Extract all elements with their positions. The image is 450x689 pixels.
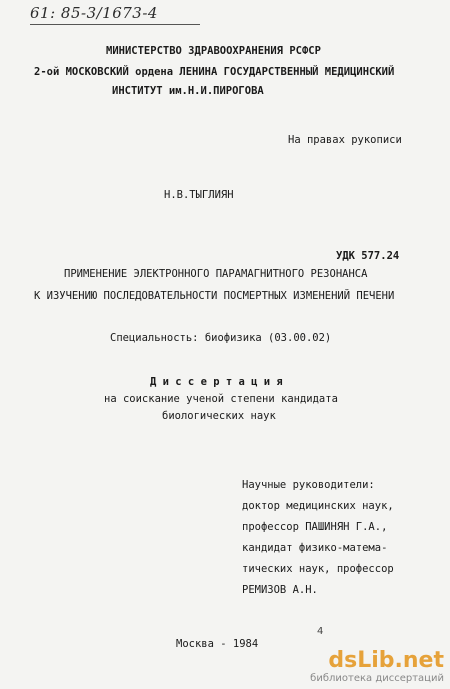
institute-line-1: 2-ой МОСКОВСКИЙ ордена ЛЕНИНА ГОСУДАРСТВЕННЫЙ МЕДИЦИНСКИЙ <box>34 66 395 78</box>
watermark <box>310 649 444 685</box>
supervisors-line: доктор медицинских наук, <box>242 500 394 512</box>
ministry-line: МИНИСТЕРСТВО ЗДРАВООХРАНЕНИЯ РСФСР <box>106 45 321 57</box>
supervisors-line: профессор ПАШИНЯН Г.А., <box>242 521 388 533</box>
dissertation-line-1: на соискание ученой степени кандидата <box>104 393 338 405</box>
institute-line-2: ИНСТИТУТ им.Н.И.ПИРОГОВА <box>112 85 264 97</box>
rights-note: На правах рукописи <box>288 134 402 146</box>
supervisors-line: Научные руководители: <box>242 479 375 491</box>
author-name: Н.В.ТЫГЛИЯН <box>164 189 234 201</box>
title-line-2: К ИЗУЧЕНИЮ ПОСЛЕДОВАТЕЛЬНОСТИ ПОСМЕРТНЫХ ИЗМЕНЕНИЙ ПЕЧЕНИ <box>34 290 395 302</box>
watermark-subtitle: библиотека диссертаций <box>310 673 444 684</box>
dissertation-heading: Д и с с е р т а ц и я <box>150 376 283 388</box>
city-year: Москва - 1984 <box>176 638 259 650</box>
supervisors-line: кандидат физико-матема- <box>242 542 388 554</box>
supervisors-line: тических наук, профессор <box>242 563 394 575</box>
watermark-logo: dsLib.net <box>328 648 444 673</box>
page-mark: 4 <box>317 626 324 637</box>
title-line-1: ПРИМЕНЕНИЕ ЭЛЕКТРОННОГО ПАРАМАГНИТНОГО РЕЗОНАНСА <box>64 268 368 280</box>
handwritten-reference: 61: 85-3/1673-4 <box>30 4 158 22</box>
specialty: Специальность: биофизика (03.00.02) <box>110 332 332 344</box>
dissertation-line-2: биологических наук <box>162 410 276 422</box>
supervisors-line: РЕМИЗОВ А.Н. <box>242 584 318 596</box>
udk-code: УДК 577.24 <box>336 250 400 262</box>
handwritten-underline <box>30 24 200 25</box>
